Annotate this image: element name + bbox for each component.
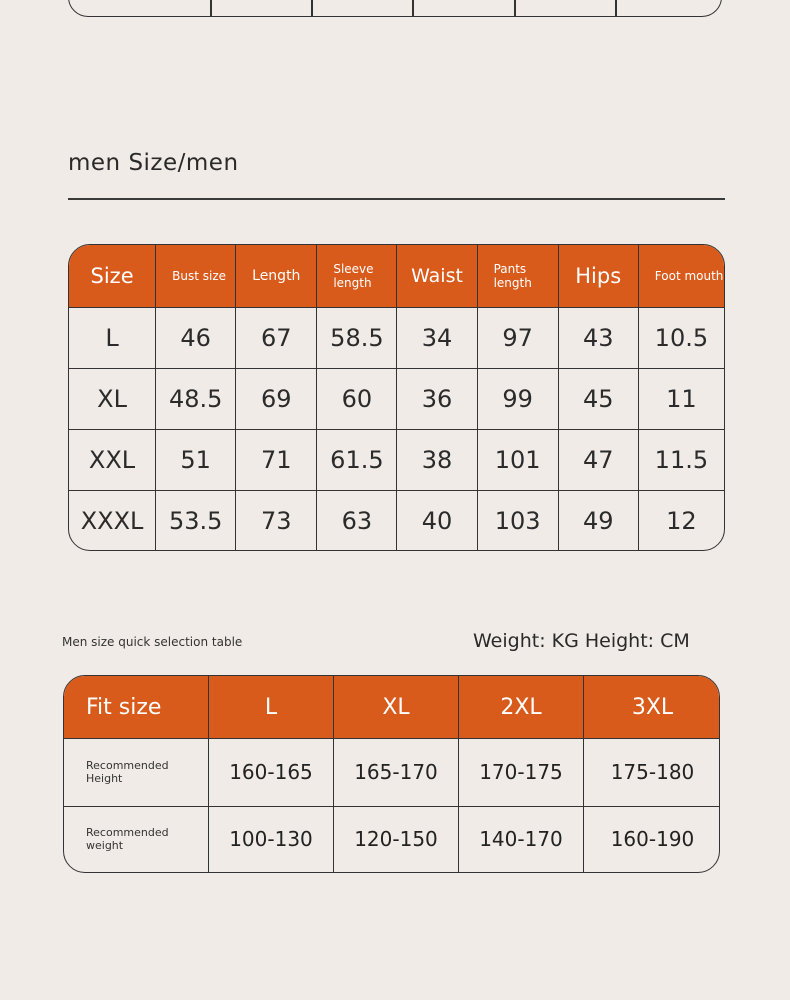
cell: 170-175 xyxy=(459,739,584,807)
header-hips: Hips xyxy=(559,245,639,308)
header-length: Length xyxy=(236,245,317,308)
header-pants-length: Pants length xyxy=(478,245,559,308)
cell: 53.5 xyxy=(156,491,236,550)
cell: 11.5 xyxy=(639,430,724,491)
cell: 47 xyxy=(559,430,639,491)
header-size: Size xyxy=(69,245,156,308)
cell: 160-165 xyxy=(209,739,334,807)
cell: 160-190 xyxy=(610,827,695,852)
header-bust-size: Bust size xyxy=(156,245,236,308)
header-sleeve-length: Sleeve length xyxy=(317,245,397,308)
quick-selection-caption: Men size quick selection table xyxy=(62,635,243,649)
cell: 36 xyxy=(397,369,477,430)
section-title: men Size/men xyxy=(68,150,239,176)
cell: 101 xyxy=(478,430,559,491)
cell: XXXL xyxy=(69,491,156,550)
row-label-height: Recommended Height xyxy=(64,739,209,807)
cell: 73 xyxy=(236,491,317,550)
cell: 40 xyxy=(397,491,477,550)
header-fit-size: Fit size xyxy=(64,676,209,739)
cell: 45 xyxy=(559,369,639,430)
cell: 63 xyxy=(317,491,397,550)
cell: 51 xyxy=(156,430,236,491)
cell: 12 xyxy=(666,506,697,535)
size-table-header xyxy=(69,245,724,308)
cell: 46 xyxy=(156,308,236,369)
table-row xyxy=(69,369,724,430)
fit-table-header xyxy=(64,676,720,739)
cell: XXL xyxy=(69,430,156,491)
cell: 61.5 xyxy=(317,430,397,491)
cell: 49 xyxy=(559,491,639,550)
header-waist: Waist xyxy=(397,245,477,308)
table-row xyxy=(69,308,724,369)
header-l: L xyxy=(209,676,334,739)
fit-size-table xyxy=(63,675,720,873)
cell: 100-130 xyxy=(209,807,334,872)
cell: 48.5 xyxy=(156,369,236,430)
unit-note: Weight: KG Height: CM xyxy=(473,630,690,652)
size-table xyxy=(68,244,725,551)
table-row xyxy=(64,739,720,807)
header-foot-mouth: Foot mouth xyxy=(639,245,724,308)
cell: 38 xyxy=(397,430,477,491)
cell: 99 xyxy=(478,369,559,430)
table-row xyxy=(69,491,724,550)
cell: 103 xyxy=(478,491,559,550)
cell: 71 xyxy=(236,430,317,491)
cell: 34 xyxy=(397,308,477,369)
table-row xyxy=(64,807,720,872)
cell: 165-170 xyxy=(334,739,459,807)
table-row xyxy=(69,430,724,491)
row-label-weight: Recommended weight xyxy=(64,807,209,872)
cell: 11 xyxy=(639,369,724,430)
cell: XL xyxy=(69,369,156,430)
cell: 120-150 xyxy=(334,807,459,872)
cell: 58.5 xyxy=(317,308,397,369)
previous-table-bottom xyxy=(68,0,722,17)
cell: 175-180 xyxy=(584,739,720,807)
section-divider xyxy=(68,198,725,200)
cell: 43 xyxy=(559,308,639,369)
header-3xl: 3XL xyxy=(584,676,720,739)
cell: L xyxy=(69,308,156,369)
header-xl: XL xyxy=(334,676,459,739)
cell: 67 xyxy=(236,308,317,369)
cell: 69 xyxy=(236,369,317,430)
header-2xl: 2XL xyxy=(459,676,584,739)
cell: 60 xyxy=(317,369,397,430)
cell: 97 xyxy=(478,308,559,369)
cell: 140-170 xyxy=(459,807,584,872)
cell: 10.5 xyxy=(639,308,724,369)
